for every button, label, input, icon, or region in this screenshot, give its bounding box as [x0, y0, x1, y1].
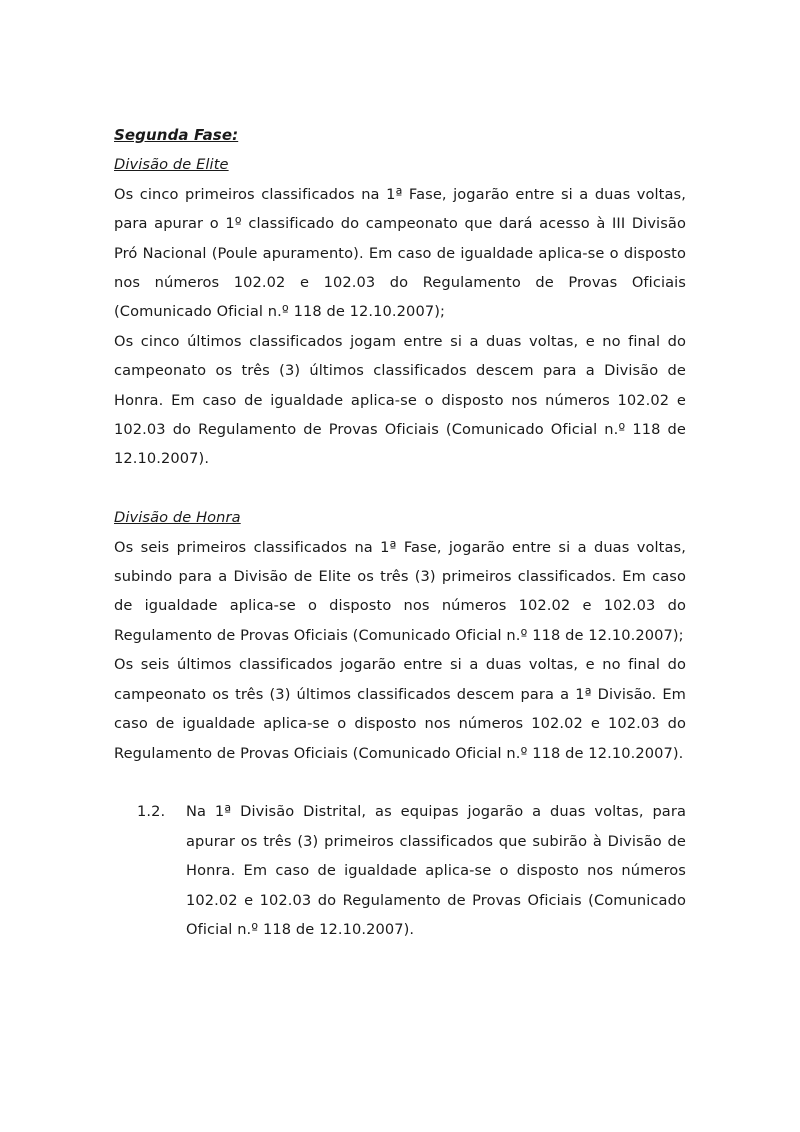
elite-division-title: Divisão de Elite: [114, 156, 229, 174]
honra-paragraph-2: Os seis últimos classificados jogarão entre si a duas voltas, e no final do campeonato os três (3) últimos classificados descem para a 1ª Divisão. Em caso de igualdade aplica-se o disposto nos números 102.02 e 102.03 do Regulamento de Provas Oficiais (Comunicado Oficial n.º 118 de 12.10.2007).: [114, 656, 686, 762]
elite-paragraph-2: Os cinco últimos classificados jogam entre si a duas voltas, e no final do campeonato os três (3) últimos classificados descem para a Divisão de Honra. Em caso de igualdade aplica-se o disposto nos números 102.02 e 102.03 do Regulamento de Provas Oficiais (Comunicado Oficial n.º 118 de 12.10.2007).: [114, 332, 686, 468]
elite-paragraph-1: Os cinco primeiros classificados na 1ª Fase, jogarão entre si a duas voltas, para apurar o 1º classificado do campeonato que dará acesso à III Divisão Pró Nacional (Poule apuramento). Em caso de igualdade aplica-se o disposto nos números 102.02 e 102.03 do Regulamento de Provas Oficiais (Comunicado Oficial n.º 118 de 12.10.2007);: [114, 185, 686, 321]
spacer: [114, 768, 686, 797]
honra-division-title: Divisão de Honra: [114, 509, 241, 527]
honra-paragraph-1: Os seis primeiros classificados na 1ª Fase, jogarão entre si a duas voltas, subindo para a Divisão de Elite os três (3) primeiros classificados. Em caso de igualdade aplica-se o disposto nos números 102.02 e 102.03 do Regulamento de Provas Oficiais (Comunicado Oficial n.º 118 de 12.10.2007);: [114, 538, 686, 644]
document-page: [114, 121, 686, 944]
list-item-number: 1.2.: [137, 803, 166, 821]
spacer: [114, 474, 686, 503]
list-item-text: Na 1ª Divisão Distrital, as equipas jogarão a duas voltas, para apurar os três (3) primeiros classificados que subirão à Divisão de Honra. Em caso de igualdade aplica-se o disposto nos números 102.02 e 102.03 do Regulamento de Provas Oficiais (Comunicado Oficial n.º 118 de 12.10.2007).: [186, 803, 686, 938]
section-heading: Segunda Fase:: [114, 126, 239, 144]
numbered-list-item: [137, 797, 686, 944]
